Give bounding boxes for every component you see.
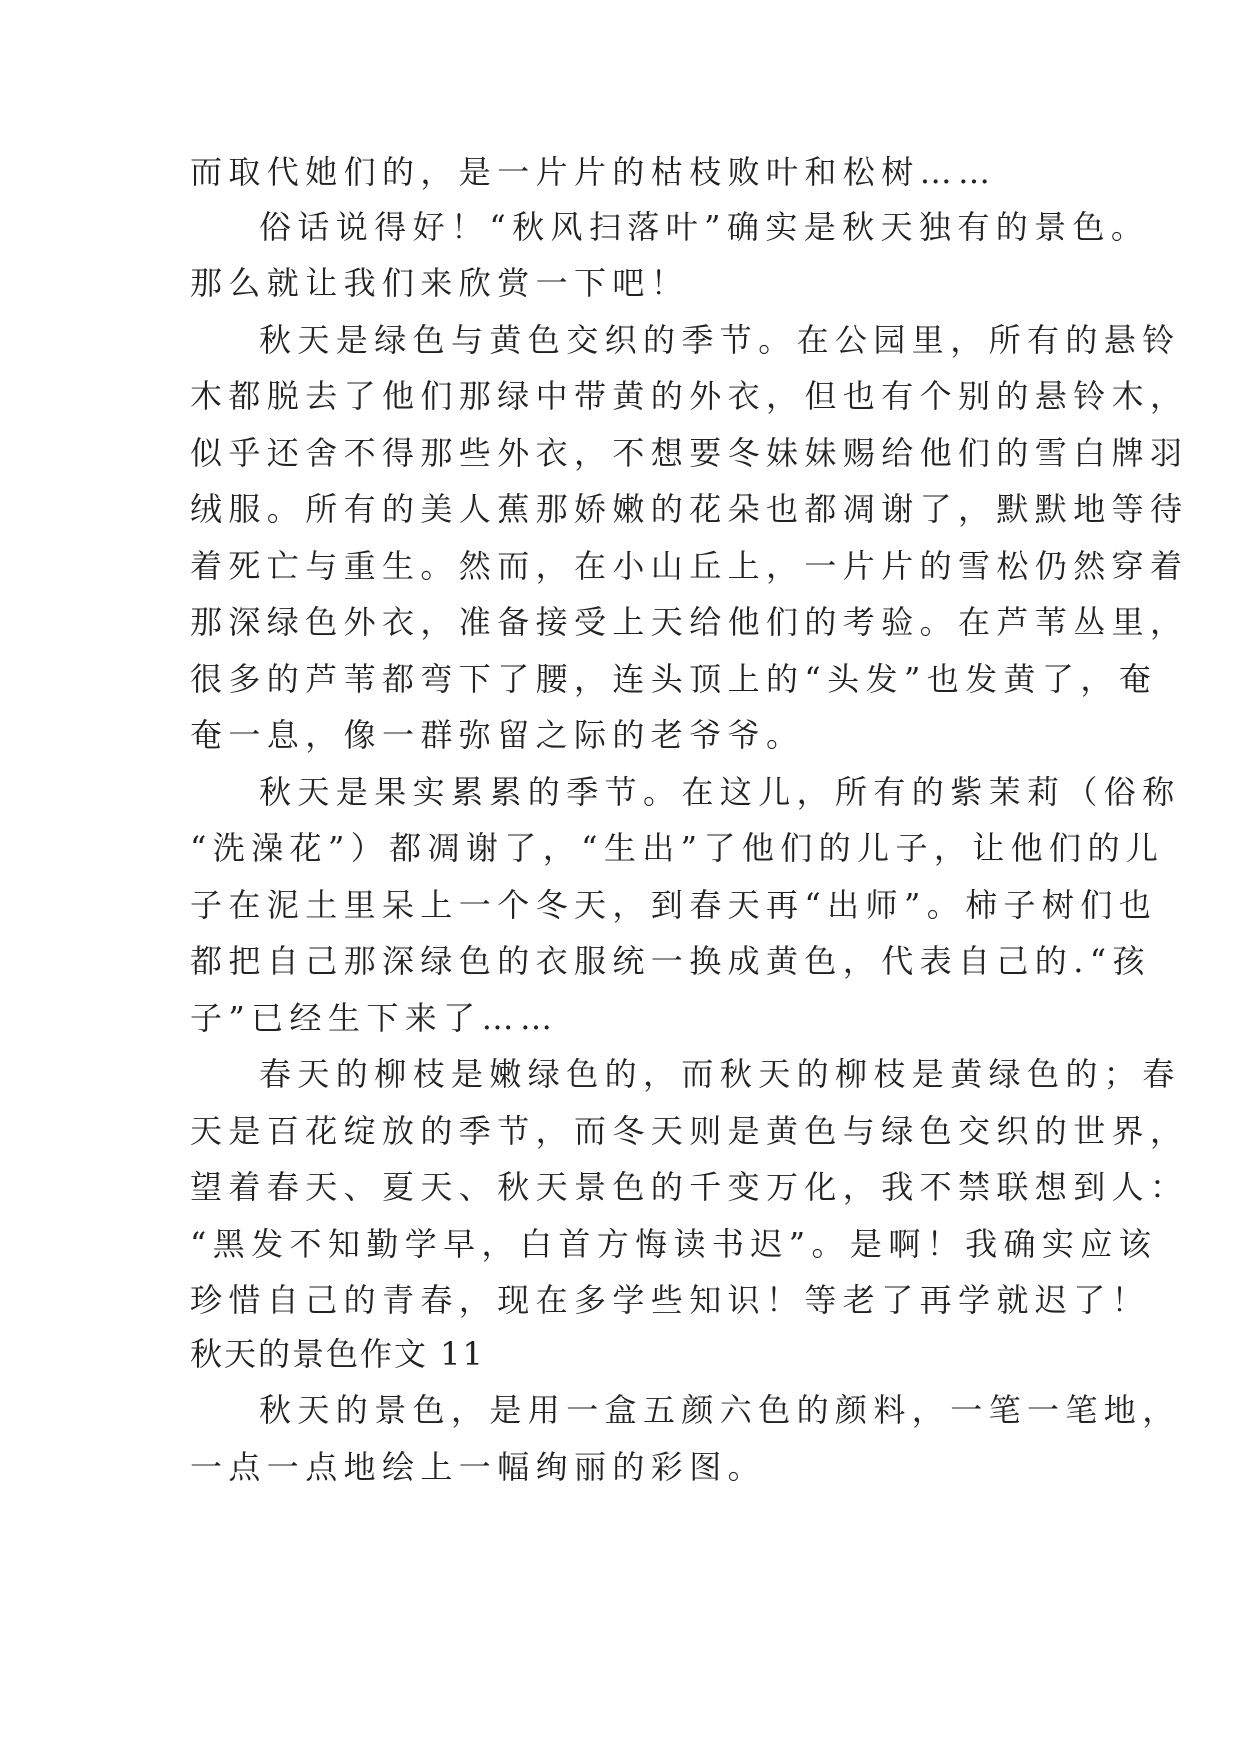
paragraph-first-line: 秋天是绿色与黄色交织的季节。在公园里，所有的悬铃 [259, 321, 1181, 359]
text-line: 天是百花绽放的季节，而冬天则是黄色与绿色交织的世界， [190, 1112, 1189, 1150]
paragraph-first-line: 秋天的景色，是用一盒五颜六色的颜料，一笔一笔地， [259, 1391, 1181, 1429]
text-line: 似乎还舍不得那些外衣，不想要冬妹妹赐给他们的雪白牌羽 [190, 434, 1189, 472]
paragraph-first-line: 春天的柳枝是嫩绿色的，而秋天的柳枝是黄绿色的；春 [259, 1055, 1181, 1093]
paragraph-first-line: 秋天是果实累累的季节。在这儿，所有的紫茉莉（俗称 [259, 773, 1181, 811]
text-line: 而取代她们的，是一片片的枯枝败叶和松树…… [190, 153, 997, 191]
text-line: 着死亡与重生。然而，在小山丘上，一片片的雪松仍然穿着 [190, 547, 1189, 585]
text-line: 很多的芦苇都弯下了腰，连头顶上的“头发”也发黄了，奄 [190, 660, 1158, 698]
paragraph-first-line: 俗话说得好！“秋风扫落叶”确实是秋天独有的景色。 [259, 208, 1150, 246]
text-line: 子在泥土里呆上一个冬天，到春天再“出师”。柿子树们也 [190, 886, 1158, 924]
text-line: 木都脱去了他们那绿中带黄的外衣，但也有个别的悬铃木， [190, 377, 1189, 415]
text-line: “洗澡花”）都凋谢了，“生出”了他们的儿子，让他们的儿 [190, 829, 1165, 867]
text-line: 那么就让我们来欣赏一下吧！ [190, 264, 690, 302]
text-line: 一点一点地绘上一幅绚丽的彩图。 [190, 1448, 767, 1486]
text-line: 绒服。所有的美人蕉那娇嫩的花朵也都凋谢了，默默地等待 [190, 490, 1189, 528]
text-line: 子”已经生下来了…… [190, 999, 559, 1037]
text-line: 珍惜自己的青春，现在多学些知识！等老了再学就迟了！ [190, 1281, 1151, 1319]
text-line: 奄一息，像一群弥留之际的老爷爷。 [190, 716, 805, 754]
text-line: 望着春天、夏天、秋天景色的千变万化，我不禁联想到人： [190, 1168, 1189, 1206]
text-line: 都把自己那深绿色的衣服统一换成黄色，代表自己的.“孩 [190, 942, 1151, 980]
text-line: “黑发不知勤学早，白首方悔读书迟”。是啊！我确实应该 [190, 1225, 1158, 1263]
section-heading: 秋天的景色作文 11 [190, 1335, 485, 1373]
text-line: 那深绿色外衣，准备接受上天给他们的考验。在芦苇丛里， [190, 603, 1189, 641]
